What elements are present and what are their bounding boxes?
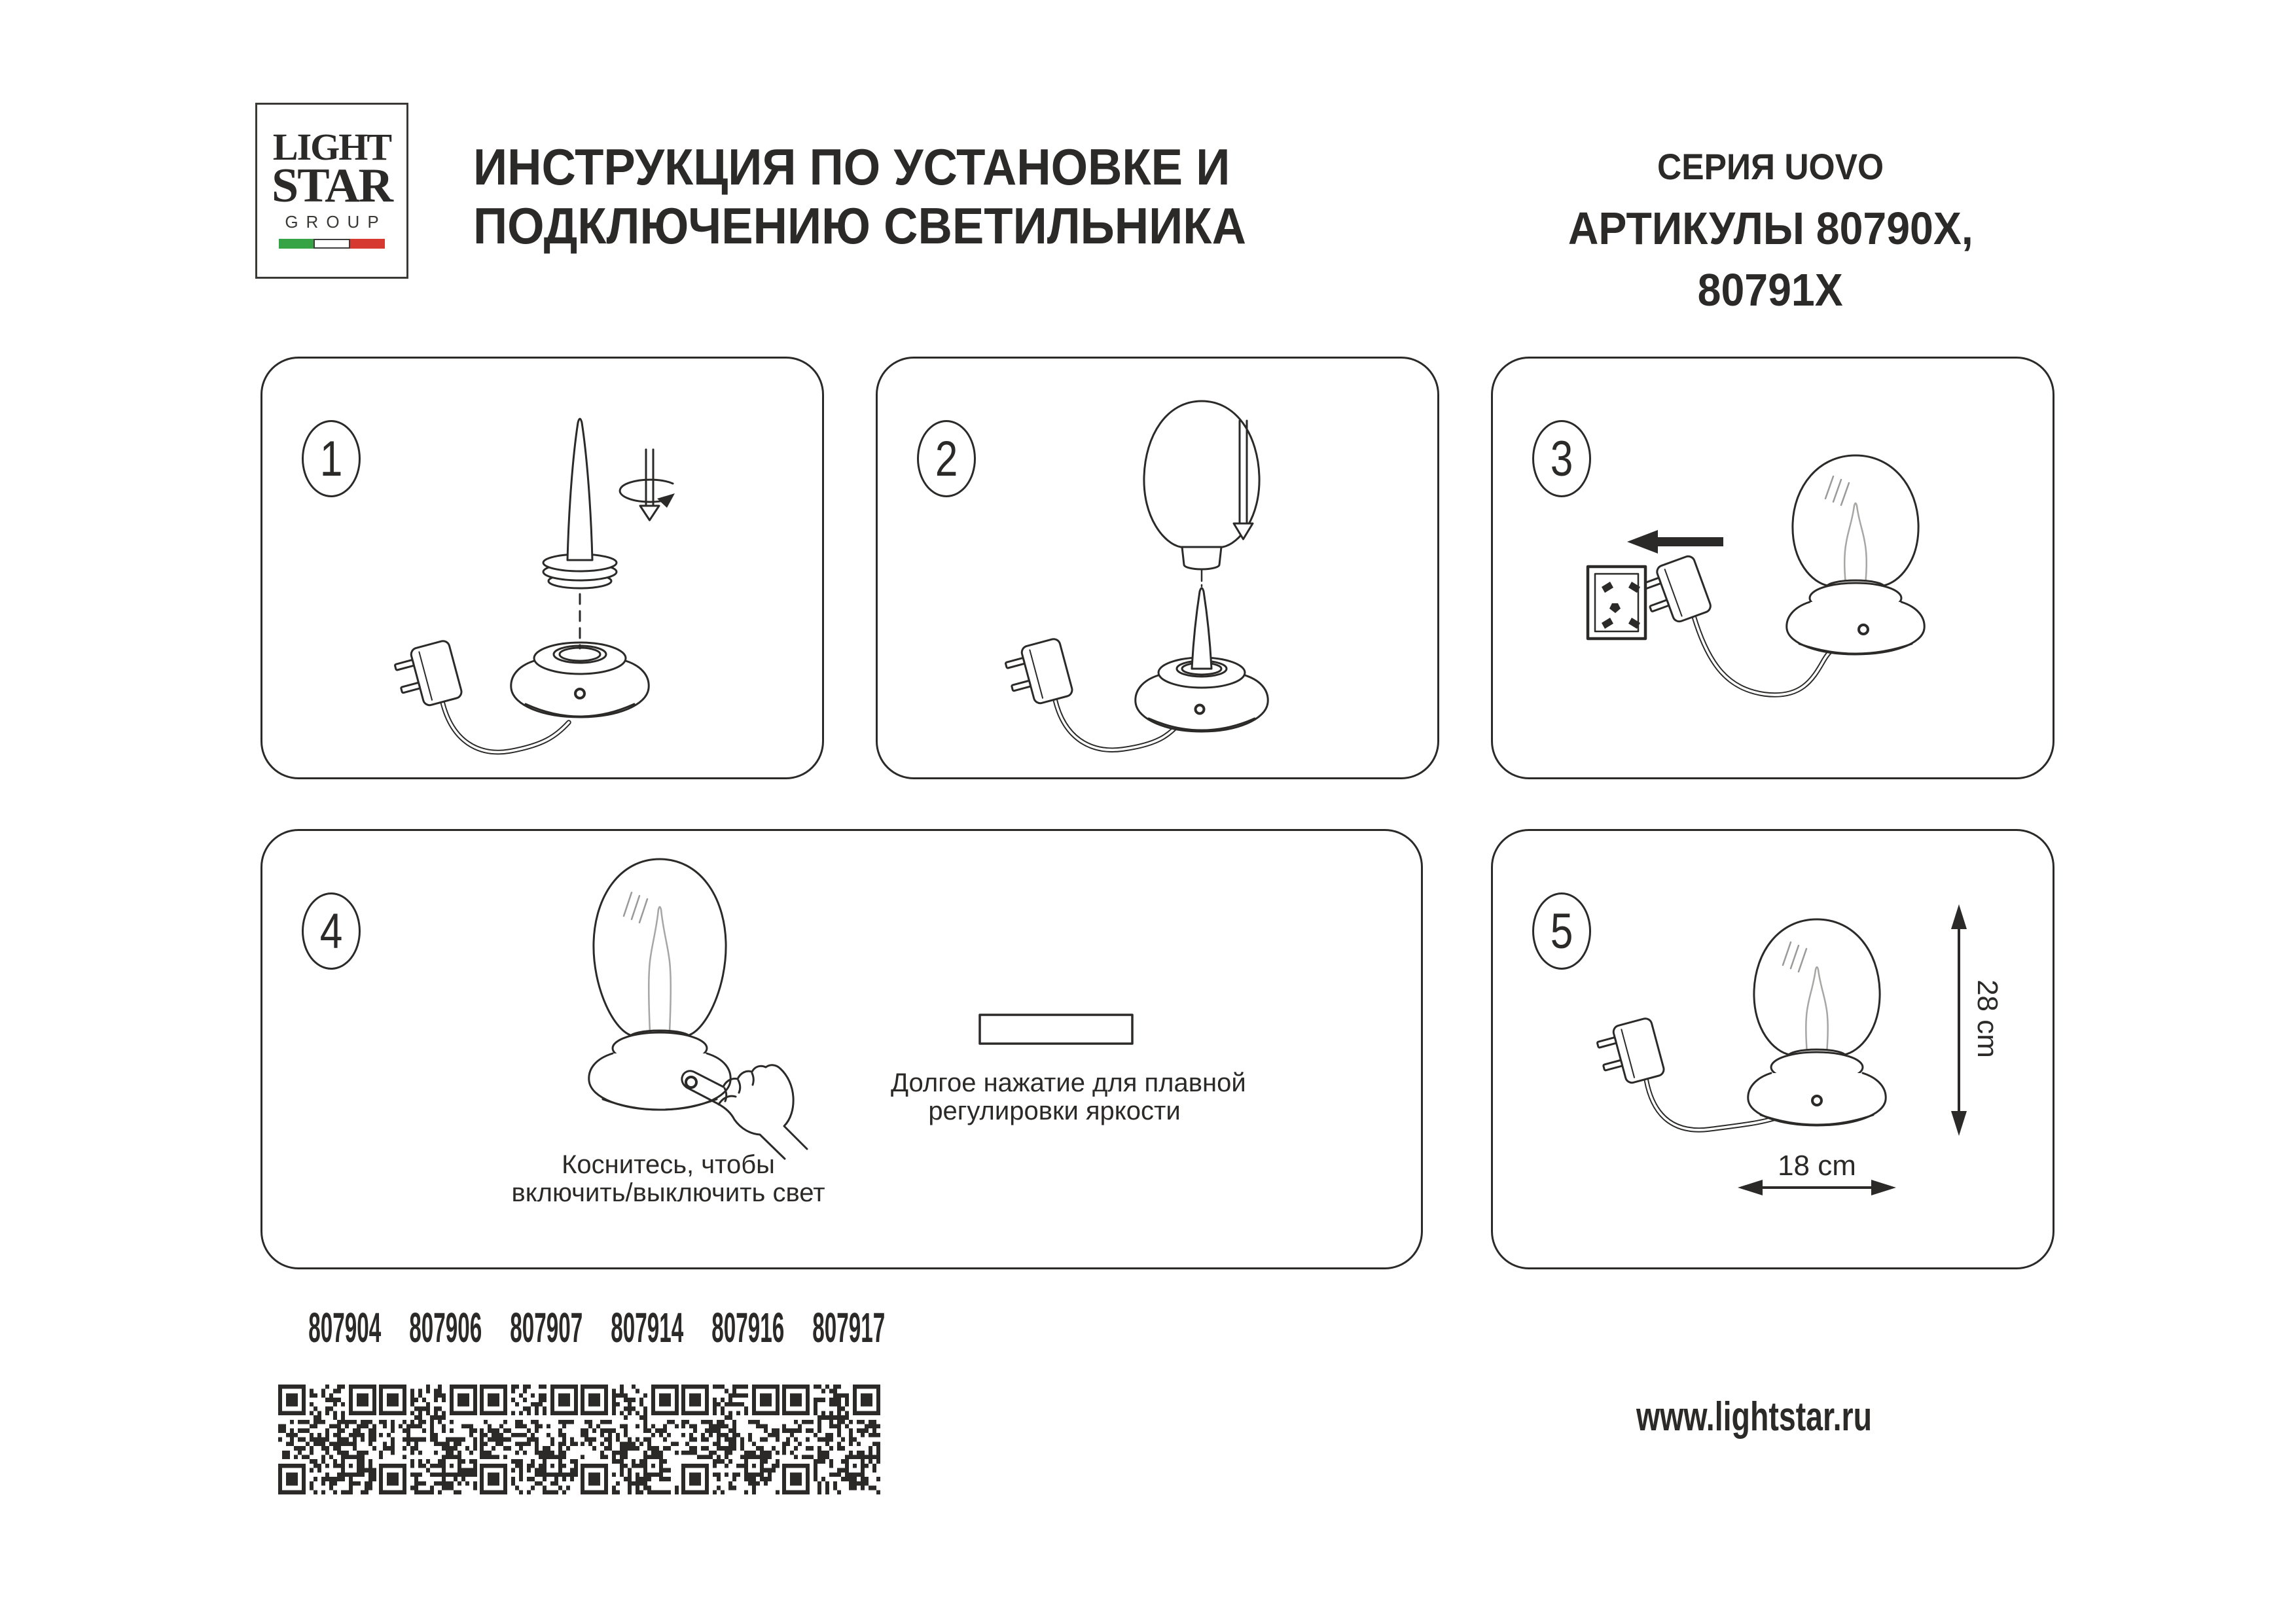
qr-code	[782, 1385, 880, 1494]
step-5-badge: 5	[1532, 892, 1591, 970]
flag-white	[314, 239, 351, 249]
qr-item	[275, 1303, 380, 1498]
logo-text-light: LIGHT	[272, 126, 391, 168]
qr-item	[376, 1303, 480, 1498]
qr-item	[577, 1303, 682, 1498]
step-4-panel	[260, 829, 1423, 1269]
height-dimension-label: 28 cm	[1971, 980, 2003, 1058]
step-3-diagram	[1493, 359, 2053, 777]
step-2-diagram	[878, 359, 1437, 777]
step-4-diagram	[262, 831, 1421, 1267]
page-title-line2: ПОДКЛЮЧЕНИЮ СВЕТИЛЬНИКА	[473, 197, 1246, 255]
glass-spike	[1192, 588, 1211, 669]
power-adapter	[1594, 1017, 1665, 1089]
website-url: www.lightstar.ru	[1636, 1394, 1872, 1439]
longpress-caption-line2: регулировки яркости	[928, 1097, 1181, 1125]
step-1-diagram	[262, 359, 822, 777]
power-adapter	[392, 639, 463, 711]
page-title-line1: ИНСТРУКЦИЯ ПО УСТАНОВКЕ И	[473, 138, 1230, 196]
wall-socket-icon	[1588, 567, 1645, 639]
step-5-diagram	[1493, 831, 2053, 1267]
long-press-bar	[980, 1015, 1132, 1044]
touch-caption-line2: включить/выключить свет	[511, 1178, 825, 1207]
articles-line2: 80791X	[1697, 264, 1844, 315]
series-name: СЕРИЯ UOVO	[1657, 146, 1884, 187]
step-3-panel	[1491, 357, 2054, 779]
step-2-badge: 2	[917, 420, 976, 497]
qr-code	[681, 1385, 780, 1494]
step-4-badge: 4	[302, 892, 361, 970]
height-dimension-arrow	[1951, 904, 1967, 1136]
qr-item	[779, 1303, 884, 1498]
qr-code	[278, 1385, 376, 1494]
glass-spike	[567, 419, 592, 560]
logo-text-star: STAR	[272, 159, 392, 213]
qr-code	[581, 1385, 679, 1494]
shade-neck	[1182, 547, 1221, 569]
article-number: 807907	[510, 1304, 583, 1351]
article-number: 807906	[409, 1304, 482, 1351]
articles-line1: АРТИКУЛЫ 80790X,	[1568, 203, 1973, 254]
italian-flag-icon	[279, 239, 385, 249]
step-2-panel	[876, 357, 1439, 779]
logo-text-group: GROUP	[285, 212, 387, 232]
article-number: 807916	[711, 1304, 785, 1351]
touch-caption-line1: Коснитесь, чтобы	[562, 1150, 775, 1179]
article-number: 807904	[308, 1304, 382, 1351]
qr-item	[476, 1303, 581, 1498]
width-dimension-label: 18 cm	[1778, 1150, 1856, 1182]
step-5-panel	[1491, 829, 2054, 1269]
flag-red	[350, 239, 385, 249]
step-1-badge: 1	[302, 420, 361, 497]
article-number: 807914	[611, 1304, 684, 1351]
step-3-badge: 3	[1532, 420, 1591, 497]
longpress-caption-line1: Долгое нажатие для плавной	[891, 1068, 1246, 1097]
qr-code	[480, 1385, 578, 1494]
step-1-panel	[260, 357, 824, 779]
lightstar-logo	[255, 103, 408, 279]
series-articles-block	[1499, 145, 2042, 316]
power-adapter	[1003, 637, 1073, 709]
power-adapter	[1638, 554, 1712, 629]
article-number: 807917	[812, 1304, 886, 1351]
qr-item	[678, 1303, 783, 1498]
qr-code	[379, 1385, 477, 1494]
left-arrow-icon	[1627, 530, 1723, 554]
glass-shade	[594, 859, 726, 1036]
glass-shade	[1793, 455, 1918, 586]
glass-shade	[1754, 919, 1880, 1055]
flag-green	[279, 239, 314, 249]
